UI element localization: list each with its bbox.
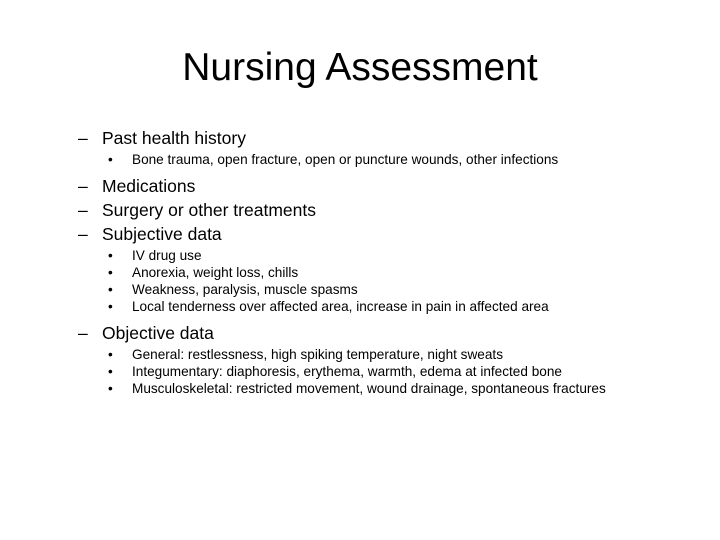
item-label: Medications <box>102 176 196 196</box>
sub-item-text: Musculoskeletal: restricted movement, wound drainage, spontaneous fractures <box>132 381 606 396</box>
sub-item <box>108 247 632 264</box>
bullet-marker: • <box>108 347 113 362</box>
item-past-health-history <box>78 126 698 150</box>
sub-item-text: Bone trauma, open fracture, open or puncture wounds, other infections <box>132 152 559 167</box>
sub-item <box>108 380 632 397</box>
sub-item <box>108 281 632 298</box>
sub-item <box>108 346 632 363</box>
sub-item-text: General: restlessness, high spiking temperature, night sweats <box>132 347 503 362</box>
sub-list <box>78 151 698 168</box>
sub-item-text: Integumentary: diaphoresis, erythema, warmth, edema at infected bone <box>132 364 562 379</box>
dash-marker: – <box>78 224 88 244</box>
dash-marker: – <box>78 200 88 220</box>
dash-marker: – <box>78 176 88 196</box>
bullet-marker: • <box>108 248 113 263</box>
sub-list <box>78 346 698 397</box>
dash-marker: – <box>78 128 88 148</box>
sub-item-text: Weakness, paralysis, muscle spasms <box>132 282 358 297</box>
item-label: Objective data <box>102 323 214 343</box>
sub-item <box>108 151 632 168</box>
item-surgery <box>78 198 698 222</box>
bullet-marker: • <box>108 381 113 396</box>
sub-item-text: Local tenderness over affected area, increase in pain in affected area <box>132 299 549 314</box>
slide-content <box>78 126 698 399</box>
bullet-marker: • <box>108 364 113 379</box>
sub-item <box>108 363 632 380</box>
sub-item <box>108 264 632 281</box>
dash-marker: – <box>78 323 88 343</box>
slide-title: Nursing Assessment <box>182 46 538 89</box>
item-medications <box>78 174 698 198</box>
sub-item-text: Anorexia, weight loss, chills <box>132 265 299 280</box>
item-objective-data <box>78 321 698 345</box>
bullet-marker: • <box>108 265 113 280</box>
bullet-marker: • <box>108 152 113 167</box>
item-label: Surgery or other treatments <box>102 200 316 220</box>
sub-item <box>108 298 632 315</box>
item-label: Subjective data <box>102 224 222 244</box>
sub-list <box>78 247 698 315</box>
item-label: Past health history <box>102 128 246 148</box>
item-subjective-data <box>78 222 698 246</box>
sub-item-text: IV drug use <box>132 248 202 263</box>
bullet-marker: • <box>108 282 113 297</box>
bullet-marker: • <box>108 299 113 314</box>
